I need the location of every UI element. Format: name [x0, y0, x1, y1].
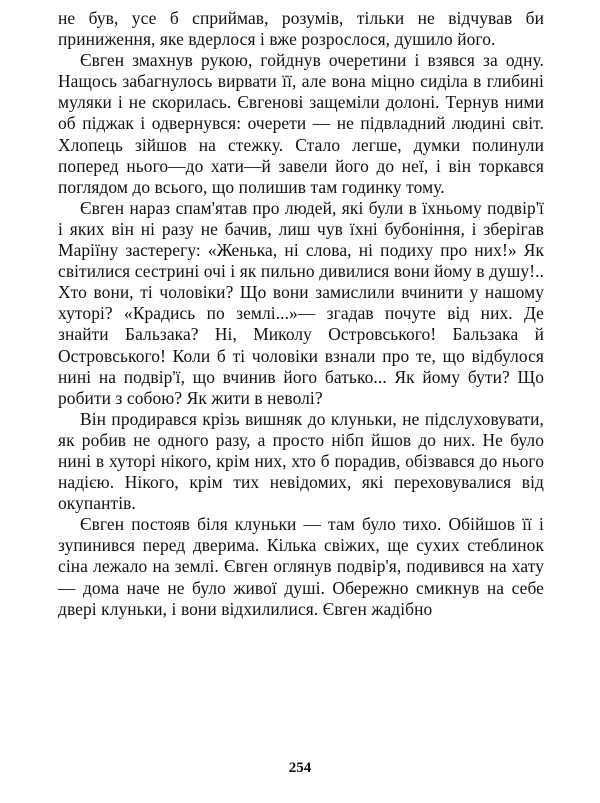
- body-text: [58, 8, 544, 620]
- paragraph-4: Він продирався крізь вишняк до клуньки, не підслуховувати, як робив не одного разу, а просто нібп йшов до них. Не було нині в хуторі нікого, крім них, хто б порадив, обізвався до нього надією. Нікого, крім тих невідомих, які переховувалися від окупантів.: [58, 408, 544, 514]
- paragraph-3: Євген нараз спам'ятав про людей, які були в їхньому подвір'ї і яких він ні разу не бачив, лиш чув їхні бубоніння, і зберігав Маріїну застерегу: «Женька, ні слова, ні подиху про них!» Як світилися сестрині очі і як пильно дивилися вони йому в душу!.. Хто вони, ті чоловіки? Що вони замислили вчинити у нашому хуторі? «Крадись по землі...»— згадав почуте від них. Де знайти Бальзака? Ні, Миколу Островського! Бальзака й Островського! Коли б ті чоловіки взнали про те, що відбулося нині на подвір'ї, що вчинив його батько... Як йому бути? Що робити з собою? Як жити в неволі?: [58, 197, 544, 408]
- paragraph-1: не був, усе б сприймав, розумів, тільки не відчував би приниження, яке вдерлося і вже розрослося, душило його.: [58, 8, 544, 50]
- paragraph-5: Євген постояв біля клуньки — там було тихо. Обійшов її і зупинився перед дверима. Кілька свіжих, ще сухих стеблинок сіна лежало на землі. Євген оглянув подвір'я, подивився на хату — дома наче не було живої душі. Обережно смикнув на себе двері клуньки, і вони відхилилися. Євген жадібно: [58, 514, 544, 619]
- paragraph-2: Євген змахнув рукою, гойднув очеретини і взявся за одну. Нащось забагнулось вирвати її, але вона міцно сиділа в глибині муляки і не скорилась. Євгенові защеміли долоні. Тернув ними об піджак і одвернувся: очерети — не підвладний людині світ. Хлопець зійшов на стежку. Стало легше, думки полинули поперед нього—до хати—й завели його до неї, і він торкався поглядом до всього, що полишив там годинку тому.: [58, 50, 544, 197]
- page-number: 254: [288, 760, 312, 776]
